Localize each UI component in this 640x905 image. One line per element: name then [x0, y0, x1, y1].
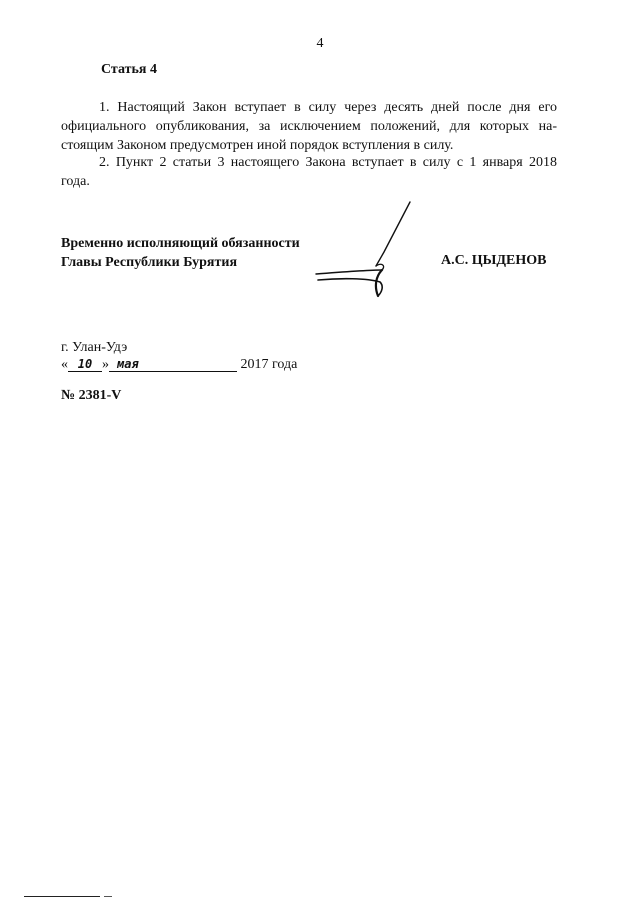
footer-divider-short — [104, 896, 112, 897]
paragraph-1-line: официального опубликования, за исключением положений, для которых на- — [61, 119, 557, 134]
article-heading: Статья 4 — [101, 62, 157, 77]
signer-title — [61, 234, 300, 272]
handwritten-signature — [312, 200, 430, 305]
law-number: № 2381-V — [61, 388, 122, 403]
date-year: 2017 года — [240, 357, 298, 372]
signing-date — [61, 357, 297, 373]
footer-divider — [24, 896, 100, 897]
paragraph-2-line: года. — [61, 174, 90, 189]
place-of-signing: г. Улан-Удэ — [61, 340, 128, 355]
paragraph-1-line: стоящим Законом предусмотрен иной порядок вступления в силу. — [61, 138, 454, 153]
paragraph-1-line: 1. Настоящий Закон вступает в силу через десять дней после дня его — [99, 100, 557, 115]
date-close-quote: » — [102, 357, 109, 372]
date-open-quote: « — [61, 357, 68, 372]
page-number: 4 — [316, 36, 324, 51]
date-month: мая — [109, 357, 237, 372]
paragraph-1 — [61, 98, 557, 155]
paragraph-2-line: 2. Пункт 2 статьи 3 настоящего Закона вступает в силу с 1 января 2018 — [99, 155, 557, 170]
date-day: 10 — [68, 357, 102, 372]
signer-name: А.С. ЦЫДЕНОВ — [441, 253, 547, 268]
signer-title-line-1: Временно исполняющий обязанности — [61, 236, 300, 251]
signer-title-line-2: Главы Республики Бурятия — [61, 255, 238, 270]
paragraph-2 — [61, 153, 557, 191]
